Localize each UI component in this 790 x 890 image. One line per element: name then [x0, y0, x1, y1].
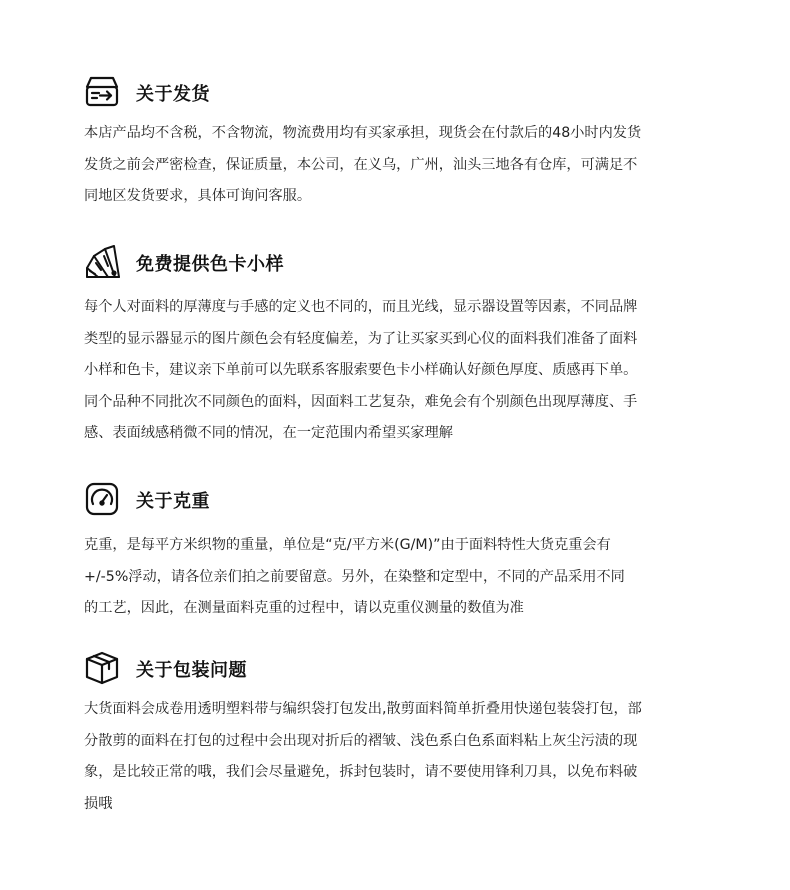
paragraph-line: +/-5%浮动，请各位亲们拍之前要留意。另外，在染整和定型中，不同的产品采用不同	[84, 568, 625, 585]
section-title: 关于包装问题	[136, 660, 247, 681]
paragraph-line: 分散剪的面料在打包的过程中会出现对折后的褶皱、浅色系白色系面料粘上灰尘污渍的现	[84, 732, 638, 749]
paragraph-line: 的工艺，因此，在测量面料克重的过程中，请以克重仪测量的数值为准	[84, 600, 524, 616]
section-weight	[84, 481, 724, 625]
section-title: 免费提供色卡小样	[136, 254, 284, 275]
section-body	[84, 118, 724, 213]
paragraph-line: 同地区发货要求，具体可询问客服。	[84, 188, 312, 204]
paragraph-line: 同个品种不同批次不同颜色的面料，因面料工艺复杂，难免会有个别颜色出现厚薄度、手	[84, 393, 638, 410]
paragraph-line: 本店产品均不含税，不含物流，物流费用均有买家承担，现货会在付款后的48小时内发货	[84, 125, 642, 141]
paragraph-line: 类型的显示器显示的图片颜色会有轻度偏差，为了让买家买到心仪的面料我们准备了面料	[84, 330, 638, 347]
section-body	[84, 292, 724, 450]
section-header	[84, 650, 724, 690]
section-title: 关于克重	[136, 491, 210, 512]
section-packaging	[84, 650, 724, 820]
paragraph-line: 象，是比较正常的哦，我们会尽量避免，拆封包装时，请不要使用锋利刀具，以免布料破	[84, 764, 638, 780]
paragraph-line: 发货之前会严密检查，保证质量，本公司，在义乌，广州，汕头三地各有仓库，可满足不	[84, 156, 638, 173]
section-shipping	[84, 74, 724, 213]
paragraph-line: 每个人对面料的厚薄度与手感的定义也不同的，而且光线，显示器设置等因素，不同品牌	[84, 299, 638, 315]
package-box-icon	[84, 650, 120, 686]
section-body	[84, 694, 724, 820]
paragraph-line: 克重，是每平方米织物的重量，单位是“克/平方米(G/M)”由于面料特性大货克重会有	[84, 537, 611, 553]
paragraph-line: 大货面料会成卷用透明塑料带与编织袋打包发出,散剪面料简单折叠用快递包装袋打包，部	[84, 701, 642, 717]
section-header	[84, 244, 724, 284]
shipping-box-arrow-icon	[84, 74, 120, 110]
weight-gauge-icon	[84, 481, 120, 517]
section-body	[84, 530, 724, 625]
paragraph-line: 损哦	[84, 795, 113, 812]
section-header	[84, 481, 724, 521]
color-swatch-icon	[84, 244, 120, 280]
section-header	[84, 74, 724, 114]
paragraph-line: 感、表面绒感稍微不同的情况，在一定范围内希望买家理解	[84, 425, 453, 441]
paragraph-line: 小样和色卡，建议亲下单前可以先联系客服索要色卡小样确认好颜色厚度、质感再下单。	[84, 362, 638, 378]
section-title: 关于发货	[136, 84, 210, 105]
section-color-samples	[84, 244, 724, 450]
